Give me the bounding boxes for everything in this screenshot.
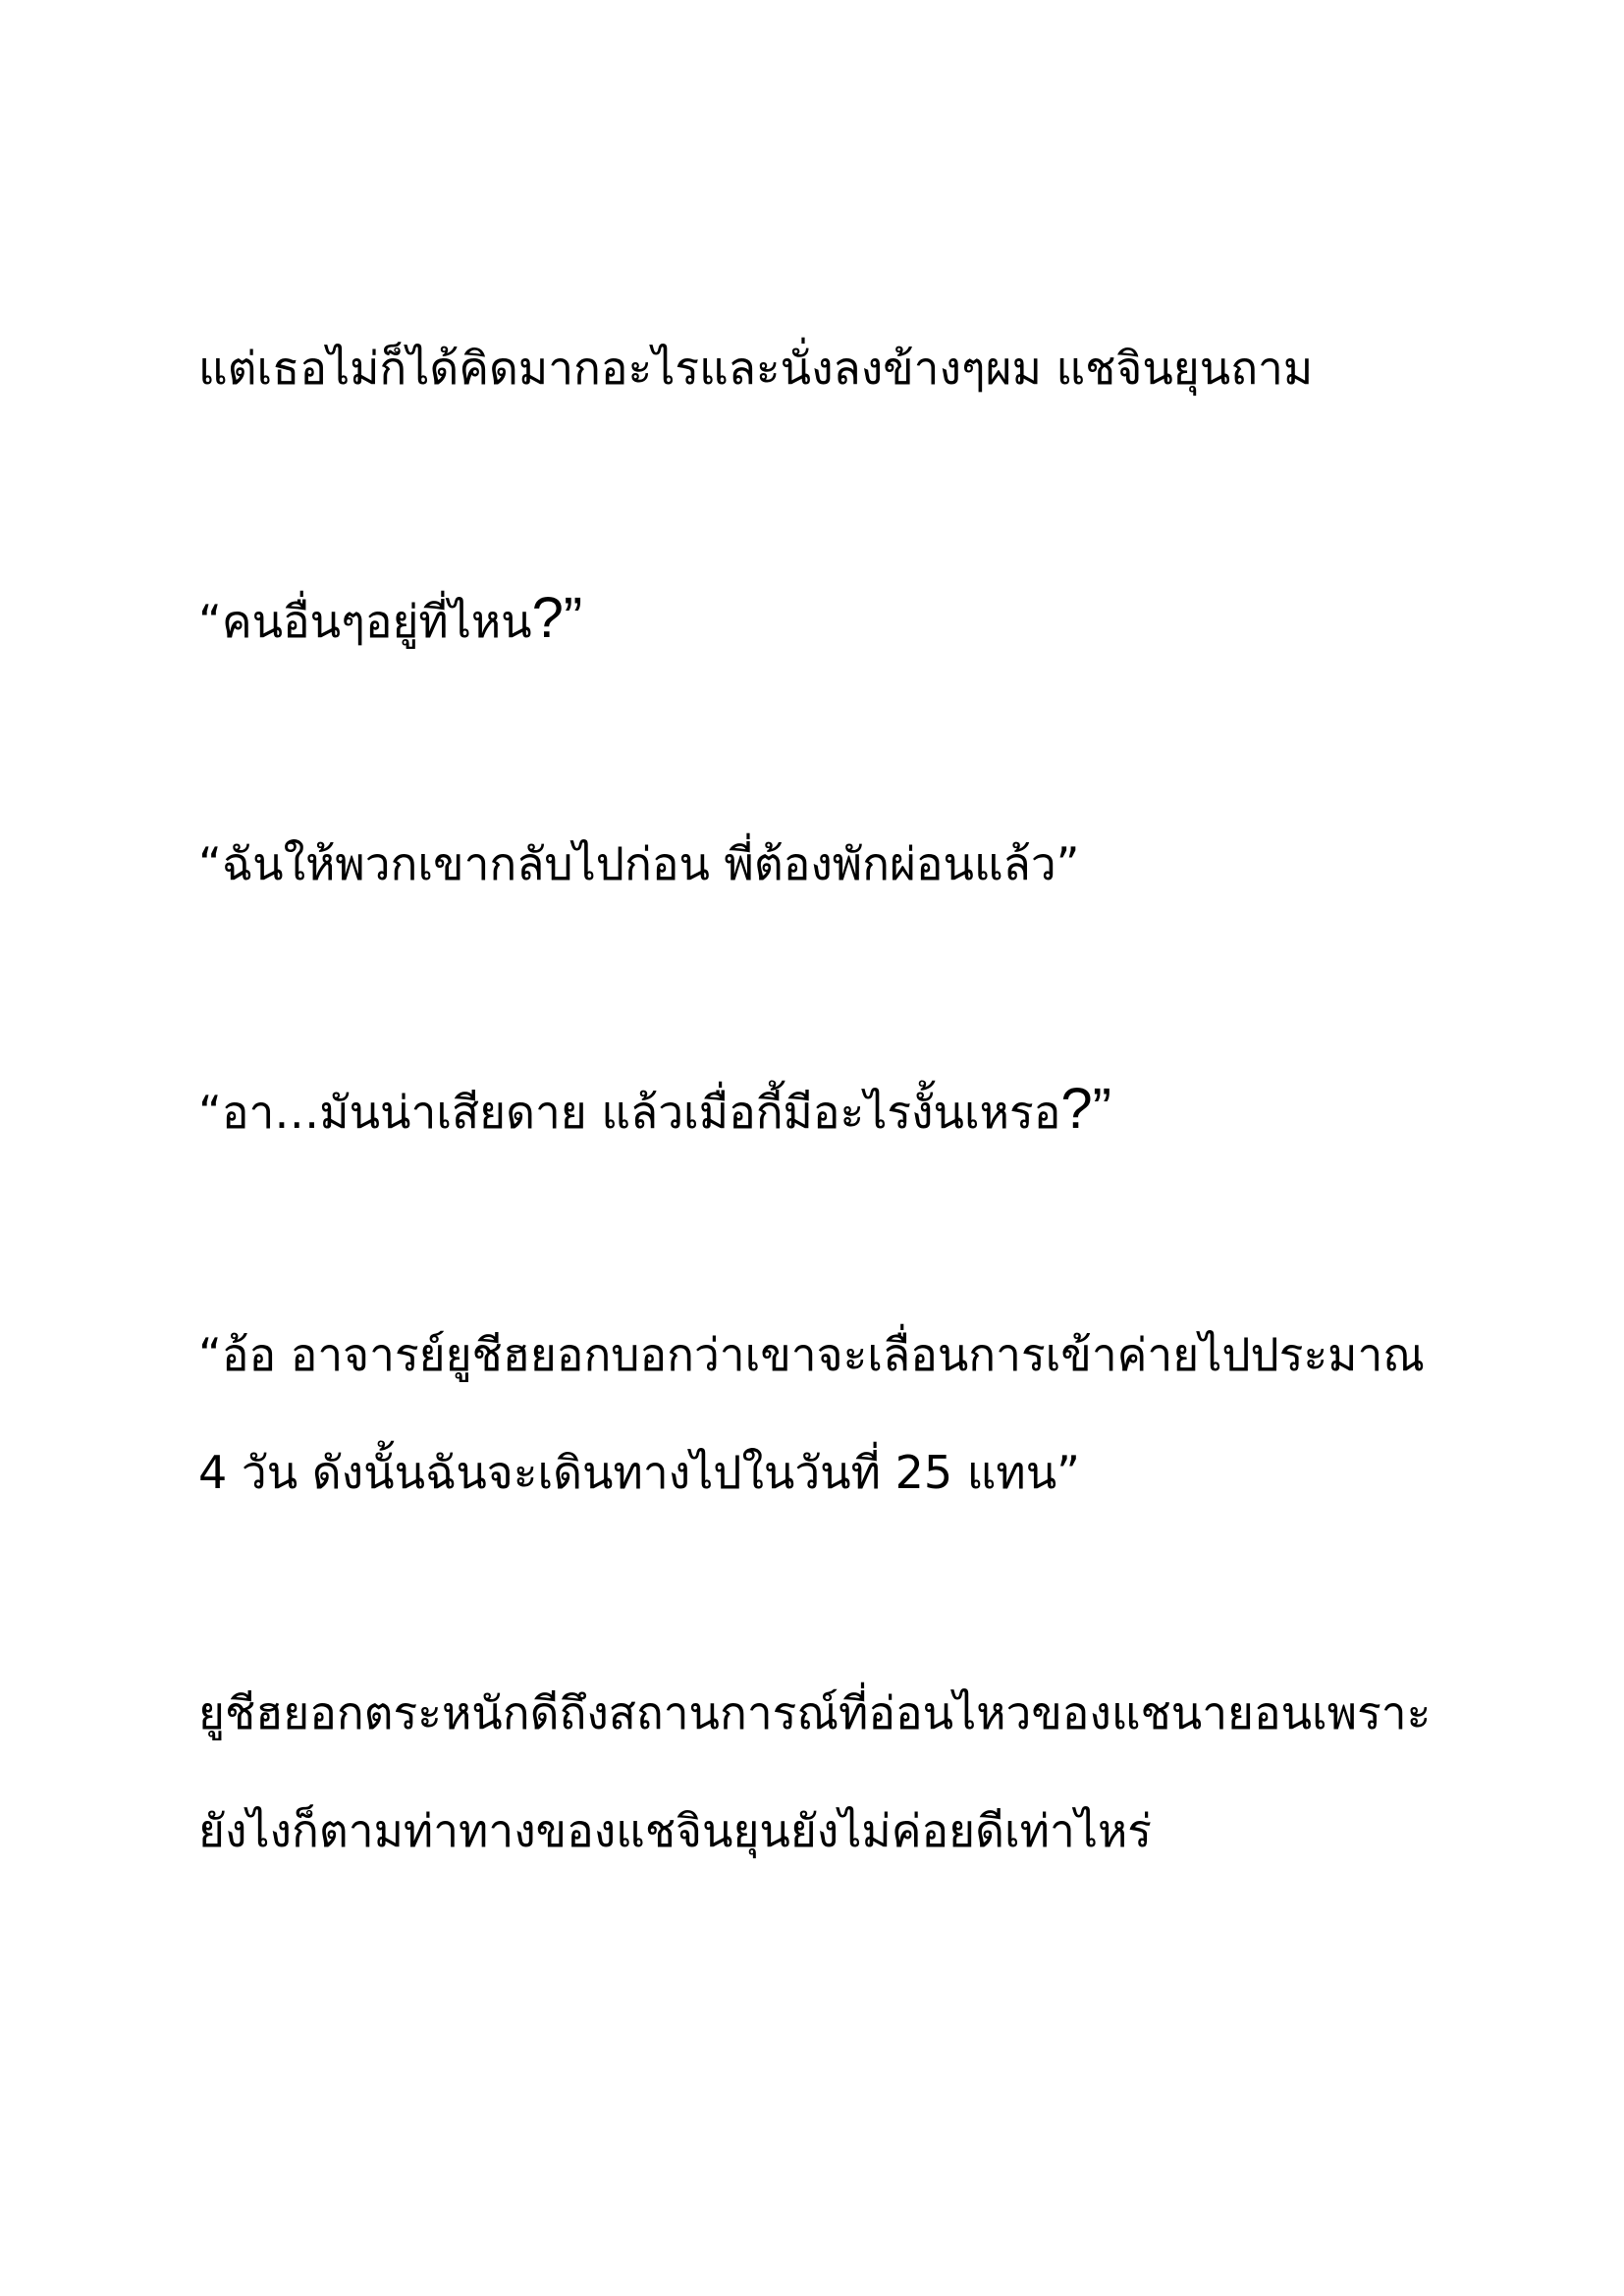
- question-mark-quote: ?”: [531, 586, 583, 650]
- dialogue-others-whereabouts: [198, 584, 582, 656]
- dialogue-text: “อา…มันน่าเสียดาย แล้วเมื่อกี้มีอะไรงั้นเหรอ: [198, 1086, 1061, 1139]
- dialogue-camp-postponed-line-2: 4 วัน ดังนั้นฉันจะเดินทางไปในวันที่ 25 แทน”: [198, 1446, 1080, 1499]
- dialogue-what-happened: [198, 1075, 1111, 1147]
- paragraph-narration-1: แต่เธอไม่ก็ได้คิดมากอะไรและนั่งลงข้างๆผม แชจินยุนถาม: [198, 342, 1314, 395]
- dialogue-camp-postponed-line-1: “อ้อ อาจารย์ยูชีฮยอกบอกว่าเขาจะเลื่อนการเข้าค่ายไปประมาณ: [198, 1328, 1425, 1381]
- dialogue-sent-back: “ฉันให้พวกเขากลับไปก่อน พี่ต้องพักผ่อนแล้ว”: [198, 837, 1080, 890]
- paragraph-narration-2-line-2: ยังไงก็ตามท่าทางของแชจินยุนยังไม่ค่อยดีเท่าไหร่: [198, 1804, 1152, 1857]
- question-mark-quote: ?”: [1060, 1077, 1111, 1141]
- paragraph-narration-2-line-1: ยูชีฮยอกตระหนักดีถึงสถานการณ์ที่อ่อนไหวของแชนายอนเพราะ: [198, 1686, 1432, 1739]
- dialogue-text: “คนอื่นๆอยู่ที่ไหน: [198, 595, 532, 648]
